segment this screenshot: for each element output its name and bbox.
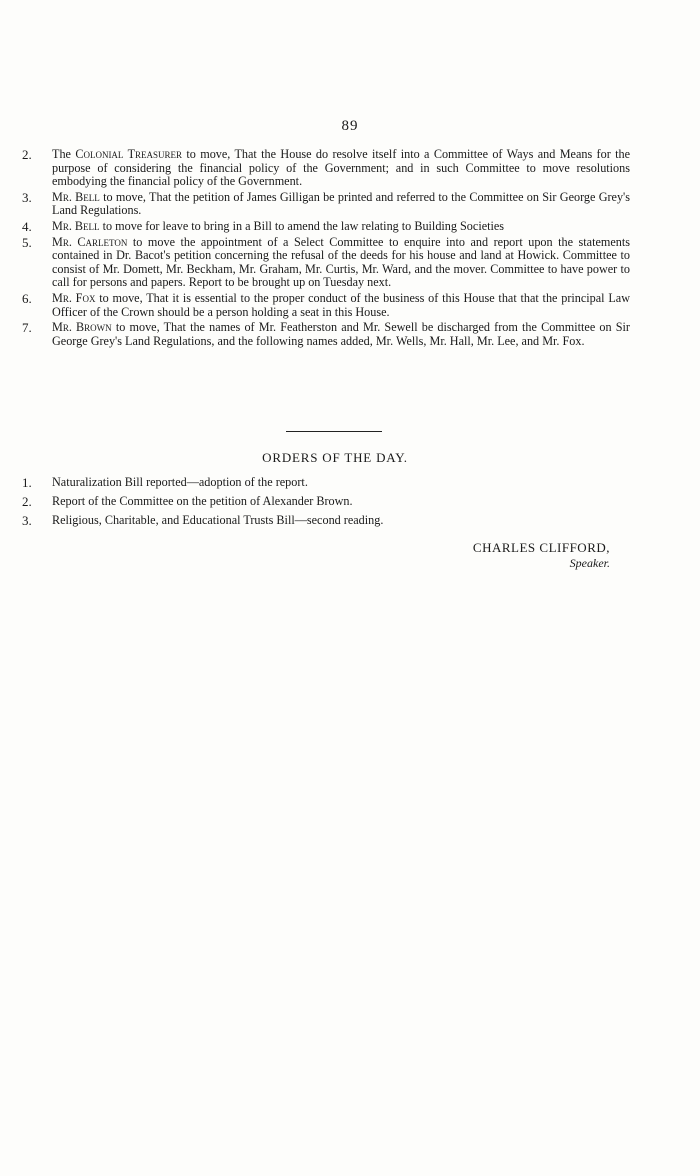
notice-number: 3. bbox=[22, 189, 32, 205]
notice-mover: Mr. Fox bbox=[52, 290, 96, 305]
order-number: 2. bbox=[22, 494, 32, 509]
notice-mover: Colonial Treasurer bbox=[75, 147, 183, 161]
notice-mover: Mr. Bell bbox=[52, 189, 100, 204]
notice-number: 6. bbox=[22, 290, 32, 306]
order-item bbox=[22, 511, 636, 530]
order-text: Report of the Committee on the petition of Alexander Brown. bbox=[52, 494, 353, 508]
signatory-title: Speaker. bbox=[569, 556, 610, 570]
order-item bbox=[22, 473, 636, 492]
signatory-name: CHARLES CLIFFORD, bbox=[472, 540, 610, 555]
notice-number: 7. bbox=[22, 320, 32, 336]
notice-text: to move, That the House do resolve itself into a Committee of Ways and Means for the purpose of considering the financial policy of the Government; and in such Committee to move resolutions embodying the financial policy of the Government. bbox=[52, 147, 631, 189]
notice-text: to move, That the petition of James Gilligan be printed and referred to the Committee on Sir George Grey's Land Regulations. bbox=[52, 189, 630, 218]
notice-item bbox=[22, 218, 630, 234]
notice-mover: Mr. Brown bbox=[52, 320, 112, 335]
notice-item bbox=[22, 290, 630, 319]
order-text: Naturalization Bill reported—adoption of the report. bbox=[52, 475, 308, 489]
order-item bbox=[22, 492, 636, 511]
order-text: Religious, Charitable, and Educational Trusts Bill—second reading. bbox=[52, 513, 384, 527]
notice-text: to move for leave to bring in a Bill to amend the law relating to Building Societies bbox=[102, 218, 505, 233]
notice-mover: Mr. Carleton bbox=[52, 234, 128, 249]
orders-of-the-day-list bbox=[22, 473, 636, 530]
orders-of-the-day-heading: ORDERS OF THE DAY. bbox=[262, 450, 408, 465]
notice-lead: The bbox=[52, 147, 71, 161]
notice-item bbox=[22, 234, 630, 290]
section-divider bbox=[286, 431, 382, 432]
notice-mover: Mr. Bell bbox=[52, 218, 100, 233]
order-number: 3. bbox=[22, 513, 32, 528]
notice-text: to move, That the names of Mr. Featherston and Mr. Sewell be discharged from the Committee on Sir George Grey's Land Regulations, and the following names added, Mr. Wells, Mr. Hall, Mr. Lee, and Mr. Fox. bbox=[52, 320, 630, 348]
notice-item bbox=[22, 320, 630, 348]
notice-text: to move the appointment of a Select Committee to enquire into and report upon the statements contained in Dr. Bacot's petition concerning the refusal of the deeds for his house and land at Howick. Committee to consist of Mr. Domett, Mr. Beckham, Mr. Graham, Mr. Curtis, Mr. Ward, and the mover. Committee to have power to call for persons and papers. Report to be brought up on Tuesday next. bbox=[52, 234, 630, 290]
notice-number: 2. bbox=[22, 147, 32, 162]
notice-number: 5. bbox=[22, 234, 32, 250]
page-number: 89 bbox=[341, 118, 359, 134]
notices-of-motion-list bbox=[22, 147, 631, 350]
notice-item bbox=[22, 189, 630, 218]
notice-text: to move, That it is essential to the proper conduct of the business of this House that that the principal Law Officer of the Crown should be a person holding a seat in this House. bbox=[52, 290, 630, 319]
order-number: 1. bbox=[22, 475, 32, 490]
notice-number: 4. bbox=[22, 218, 32, 234]
notice-item bbox=[22, 147, 631, 189]
signature-block bbox=[420, 540, 610, 570]
